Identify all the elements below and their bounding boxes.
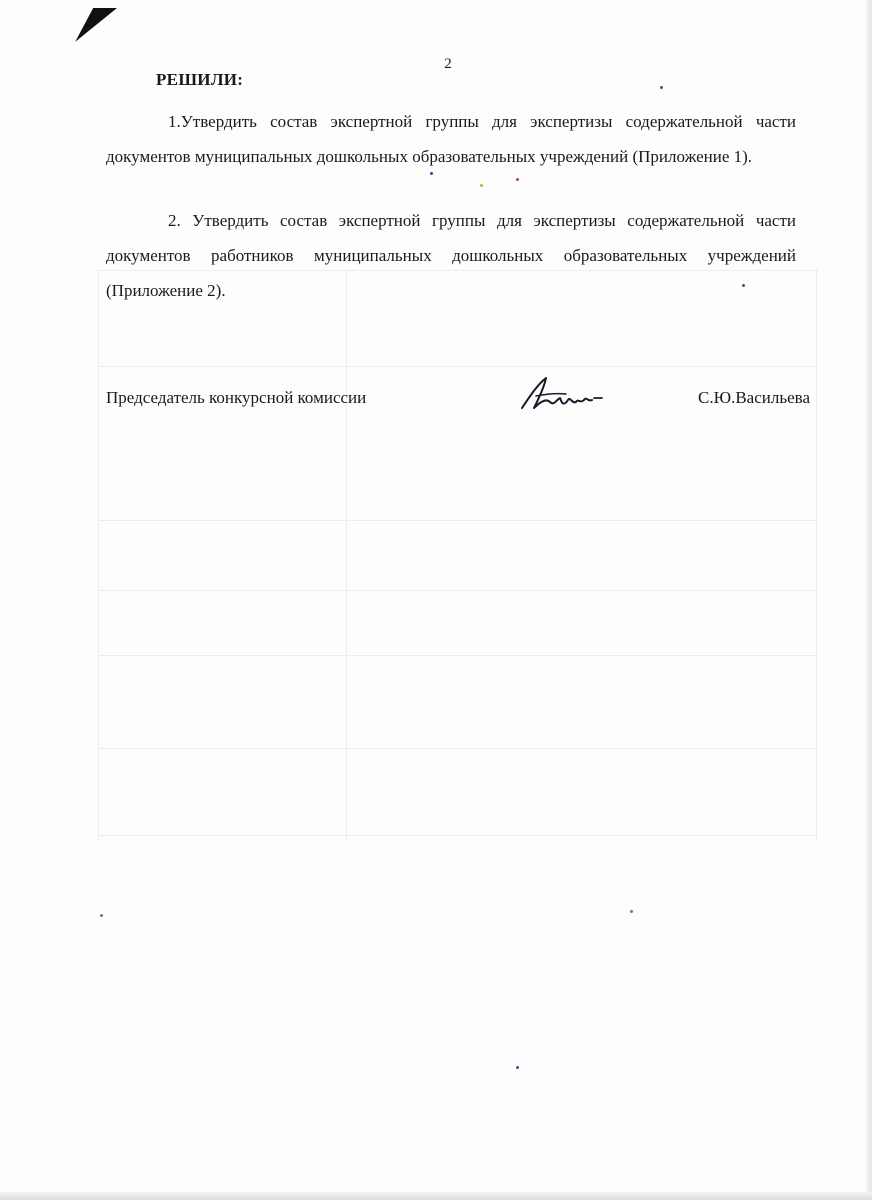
signatory-title: Председатель конкурсной комиссии bbox=[106, 388, 367, 407]
scan-corner-mark bbox=[75, 8, 117, 42]
decision-item-1 bbox=[106, 104, 796, 174]
scan-speck bbox=[100, 914, 103, 917]
show-through-table bbox=[98, 270, 818, 840]
signature-block bbox=[106, 384, 810, 420]
decision-heading: РЕШИЛИ: bbox=[156, 70, 244, 89]
scan-right-edge bbox=[866, 0, 872, 1200]
scan-speck bbox=[516, 178, 519, 181]
decision-item-2 bbox=[106, 203, 796, 308]
scan-speck bbox=[516, 1066, 519, 1069]
handwritten-signature bbox=[516, 374, 606, 418]
scan-speck bbox=[480, 184, 483, 187]
scan-bottom-edge bbox=[0, 1192, 872, 1200]
decision-item-1-text: 1.Утвердить состав экспертной группы для экспертизы содержательной части документов муниципальных дошкольных образовательных учреждений (Приложение 1). bbox=[106, 112, 796, 166]
scan-speck bbox=[660, 86, 663, 89]
page-number: 2 bbox=[444, 56, 452, 72]
decision-item-2-text: 2. Утвердить состав экспертной группы для экспертизы содержательной части документов работников муниципальных дошкольных образовательных учреждений (Приложение 2). bbox=[106, 211, 796, 300]
scan-speck bbox=[630, 910, 633, 913]
signatory-name: С.Ю.Васильева bbox=[698, 388, 810, 407]
